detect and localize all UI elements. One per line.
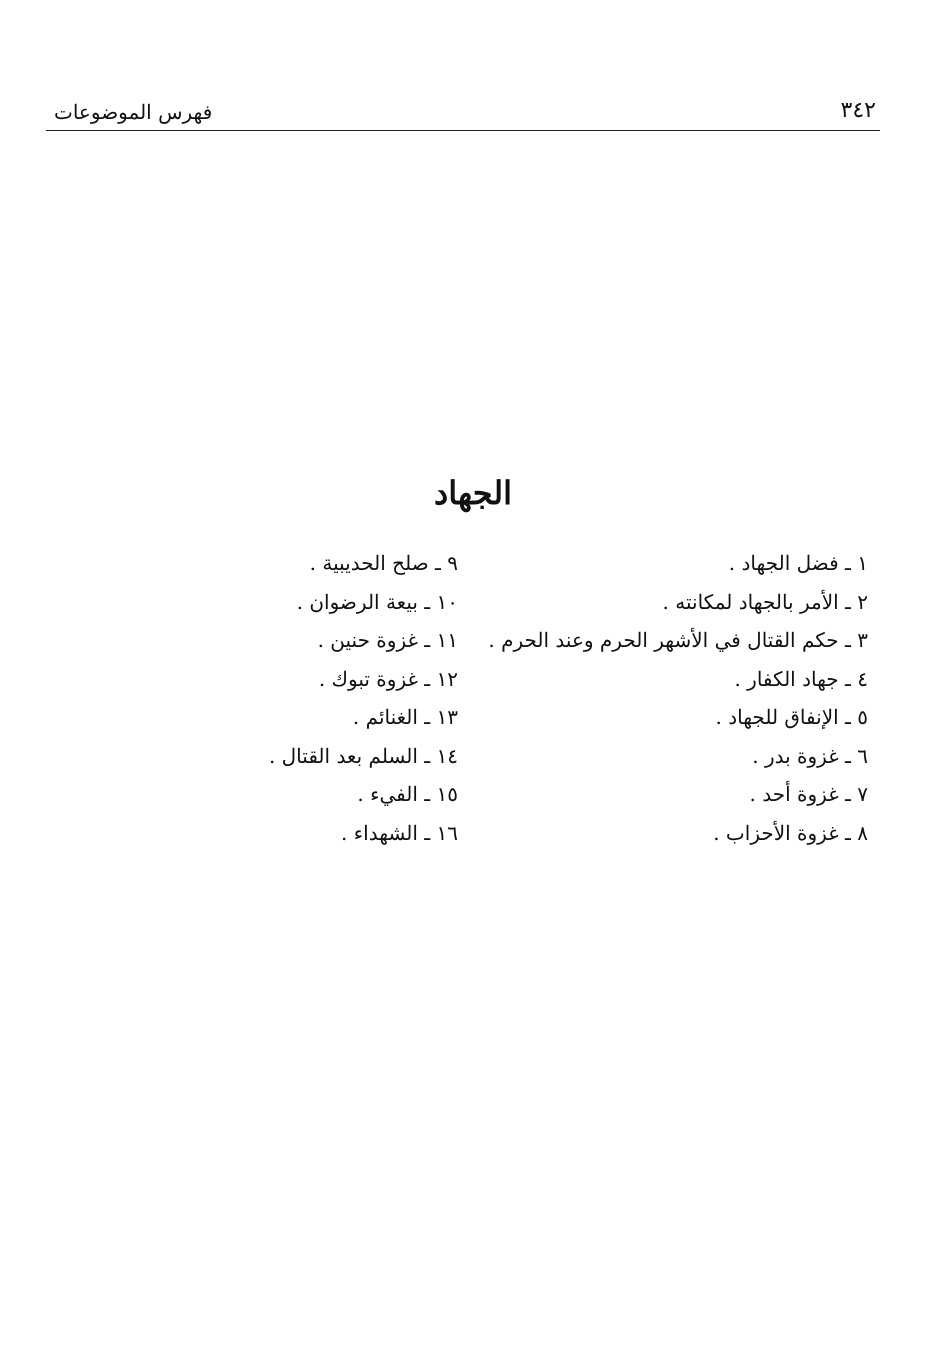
toc-item: ٥ ـ الإنفاق للجهاد . <box>715 705 868 729</box>
page-header <box>46 96 880 131</box>
toc-item: ١٦ ـ الشهداء . <box>341 820 458 845</box>
toc-item: ١١ ـ غزوة حنين . <box>317 628 458 652</box>
toc-item: ١٠ ـ بيعة الرضوان . <box>296 589 458 614</box>
section-title: الجهاد <box>433 474 513 512</box>
page-number: ٣٤٢ <box>840 98 876 123</box>
toc-item: ٤ ـ جهاد الكفار . <box>734 666 868 691</box>
toc-item: ١٥ ـ الفيء . <box>357 782 458 806</box>
toc-item: ٨ ـ غزوة الأحزاب . <box>713 820 868 845</box>
toc-item: ٦ ـ غزوة بدر . <box>752 743 868 768</box>
toc-item: ٧ ـ غزوة أحد . <box>749 782 868 806</box>
running-title: فهرس الموضوعات <box>54 100 213 124</box>
toc-left-column <box>198 544 458 852</box>
toc-item: ١٢ ـ غزوة تبوك . <box>318 666 458 691</box>
toc-item: ١ ـ فضل الجهاد . <box>728 551 868 575</box>
toc-item: ٢ ـ الأمر بالجهاد لمكانته . <box>662 589 868 614</box>
toc-item: ١٣ ـ الغنائم . <box>352 705 458 729</box>
toc-item: ٩ ـ صلح الحديبية . <box>309 551 458 575</box>
toc-right-column <box>468 544 868 852</box>
toc-item: ١٤ ـ السلم بعد القتال . <box>268 743 458 768</box>
toc-item: ٣ ـ حكم القتال في الأشهر الحرم وعند الحرم . <box>488 628 868 652</box>
